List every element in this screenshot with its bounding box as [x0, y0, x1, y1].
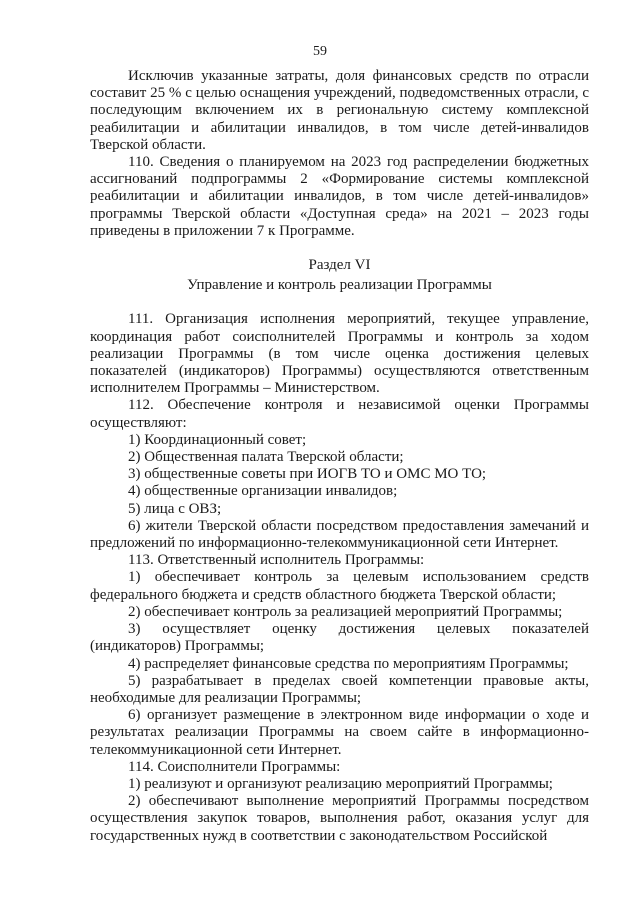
- list-item-112-3: 3) общественные советы при ИОГВ ТО и ОМС МО ТО;: [128, 466, 487, 483]
- list-item-113-5: 5) разрабатывает в пределах своей компетенции правовые акты, необходимые для реализации Программы;: [90, 672, 589, 706]
- page-number: 59: [313, 44, 327, 59]
- list-item-112-4: 4) общественные организации инвалидов;: [128, 483, 398, 500]
- list-item-112-1: 1) Координационный совет;: [128, 431, 307, 448]
- list-item-113-2: 2) обеспечивает контроль за реализацией мероприятий Программы;: [128, 603, 563, 620]
- list-item-112-6: 6) жители Тверской области посредством предоставления замечаний и предложений по информационно-телекоммуникационной сети Интернет.: [90, 517, 589, 552]
- list-item-114-2: 2) обеспечивают выполнение мероприятий Программы посредством осуществления закупок товаров, выполнения работ, оказания услуг для государственных нужд в соответствии с законодательством Российской: [90, 793, 589, 844]
- paragraph-110: 110. Сведения о планируемом на 2023 год распределении бюджетных ассигнований подпрограммы 2 «Формирование системы комплексной реабилитации и абилитации инвалидов, в том числе детей-инвалидов» программы Тверской области «Доступная среда» на 2021 – 2023 годы приведены в приложении 7 к Программе.: [90, 154, 589, 239]
- list-item-113-6: 6) организует размещение в электронном виде информации о ходе и результатах реализации Программы на своем сайте в информационно-телекоммуникационной сети Интернет.: [90, 707, 589, 758]
- paragraph-112: 112. Обеспечение контроля и независимой оценки Программы осуществляют:: [90, 397, 589, 431]
- document-body: [90, 68, 589, 845]
- section-number: Раздел VI: [308, 257, 371, 274]
- paragraph-114: 114. Соисполнители Программы:: [128, 758, 341, 775]
- list-item-114-1: 1) реализуют и организуют реализацию мероприятий Программы;: [128, 775, 553, 792]
- list-item-112-5: 5) лица с ОВЗ;: [128, 500, 222, 517]
- section-title: Управление и контроль реализации Программы: [187, 277, 492, 294]
- paragraph-113: 113. Ответственный исполнитель Программы:: [128, 552, 425, 569]
- paragraph-excluding-costs: Исключив указанные затраты, доля финансовых средств по отрасли составит 25 % с целью оснащения учреждений, подведомственных отрасли, с последующим включением их в региональную систему комплексной реабилитации и абилитации инвалидов, в том числе детей-инвалидов Тверской области.: [90, 68, 589, 153]
- list-item-113-1: 1) обеспечивает контроль за целевым использованием средств федерального бюджета и средств областного бюджета Тверской области;: [90, 569, 589, 603]
- list-item-113-4: 4) распределяет финансовые средства по мероприятиям Программы;: [128, 655, 569, 672]
- list-item-112-2: 2) Общественная палата Тверской области;: [128, 449, 404, 466]
- paragraph-111: 111. Организация исполнения мероприятий, текущее управление, координация работ соисполнителей Программы и контроль за ходом реализации Программы (в том числе оценка достижения целевых показателей (индикаторов) Программы) осуществляются ответственным исполнителем Программы – Министерством.: [90, 311, 589, 397]
- list-item-113-3: 3) осуществляет оценку достижения целевых показателей (индикаторов) Программы;: [90, 621, 589, 655]
